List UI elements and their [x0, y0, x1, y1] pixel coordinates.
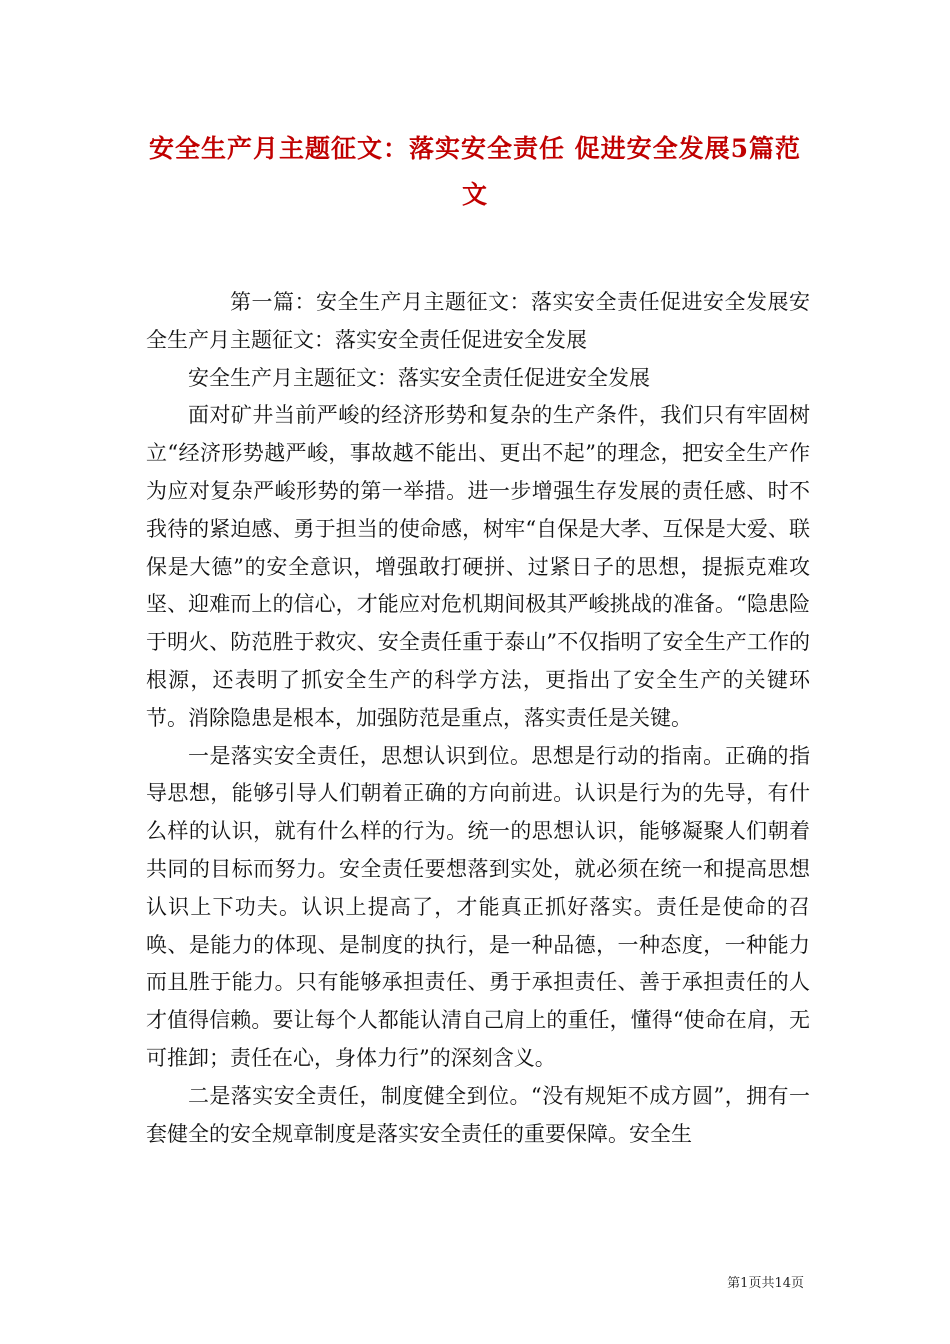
- page-number: 第1页共14页: [727, 1276, 804, 1291]
- paragraph-5: 二是落实安全责任，制度健全到位。“没有规矩不成方圆”，拥有一套健全的安全规章制度是落实安全责任的重要保障。安全生: [146, 1083, 810, 1146]
- paragraph-2: 安全生产月主题征文：落实安全责任促进安全发展: [188, 365, 650, 390]
- paragraph-3: 面对矿井当前严峻的经济形势和复杂的生产条件，我们只有牢固树立“经济形势越严峻，事故越不能出、更出不起”的理念，把安全生产作为应对复杂严峻形势的第一举措。进一步增强生存发展的责任感、时不我待的紧迫感、勇于担当的使命感，树牢“自保是大孝、互保是大爱、联保是大德”的安全意识，增强敢打硬拼、过紧日子的思想，提振克难攻坚、迎难而上的信心，才能应对危机期间极其严峻挑战的准备。“隐患险于明火、防范胜于救灾、安全责任重于泰山”不仅指明了安全生产工作的根源，还表明了抓安全生产的科学方法，更指出了安全生产的关键环节。消除隐患是根本，加强防范是重点，落实责任是关键。: [146, 403, 810, 730]
- document-body: [146, 284, 810, 1153]
- paragraph-1: 第一篇：安全生产月主题征文：落实安全责任促进安全发展安全生产月主题征文：落实安全责任促进安全发展: [146, 290, 810, 352]
- document-title: 安全生产月主题征文：落实安全责任 促进安全发展5篇范文: [148, 134, 802, 209]
- paragraph-4: 一是落实安全责任，思想认识到位。思想是行动的指南。正确的指导思想，能够引导人们朝着正确的方向前进。认识是行为的先导，有什么样的认识，就有什么样的行为。统一的思想认识，能够凝聚人们朝着共同的目标而努力。安全责任要想落到实处，就必须在统一和提高思想认识上下功夫。认识上提高了，才能真正抓好落实。责任是使命的召唤、是能力的体现、是制度的执行，是一种品德，一种态度，一种能力而且胜于能力。只有能够承担责任、勇于承担责任、善于承担责任的人才值得信赖。要让每个人都能认清自己肩上的重任，懂得“使命在肩，无可推卸；责任在心，身体力行”的深刻含义。: [146, 743, 810, 1070]
